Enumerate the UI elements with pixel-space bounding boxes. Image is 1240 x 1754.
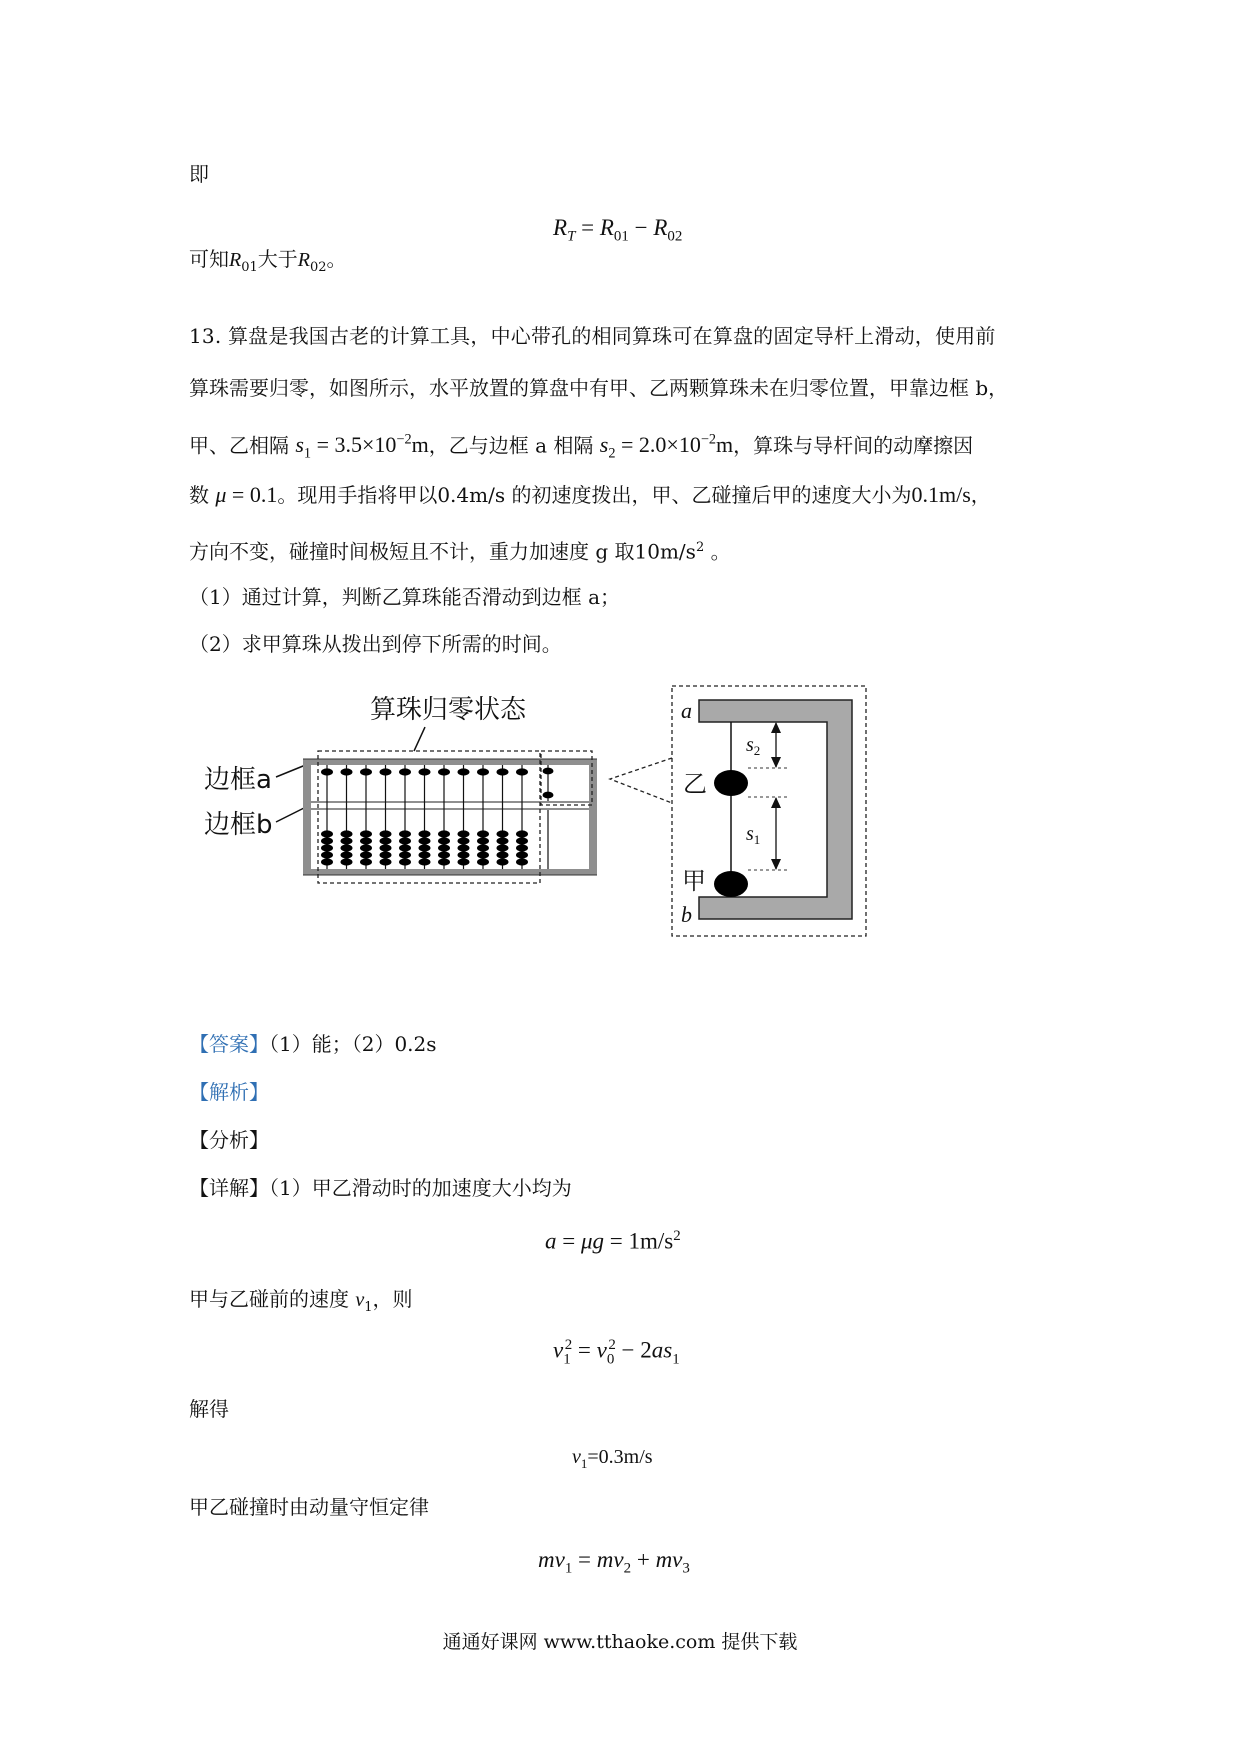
- abacus-bead: [380, 844, 392, 851]
- abacus-bead: [516, 858, 528, 865]
- abacus-bead: [321, 768, 333, 775]
- analysis-tag: 【解析】: [189, 1080, 269, 1104]
- conclusion-r01-sub: 01: [241, 260, 258, 275]
- detail-b-label: b: [681, 902, 692, 927]
- pre-collision-line: 甲与乙碰前的速度 $v_1$，则: [189, 1287, 413, 1315]
- abacus-bead: [399, 837, 411, 844]
- abacus-bead: [458, 858, 470, 865]
- abacus-bead: [341, 768, 353, 775]
- r01-sub: 01: [613, 228, 629, 245]
- detail-text: （1）甲乙滑动时的加速度大小均为: [269, 1176, 572, 1200]
- abacus-bead: [438, 830, 450, 837]
- bead-jia: [714, 871, 748, 897]
- then-text: ，则: [372, 1287, 413, 1311]
- frame-a-label: 边框a: [204, 765, 272, 795]
- abacus-bead: [399, 830, 411, 837]
- abacus-bead: [399, 858, 411, 865]
- abacus-bead: [477, 851, 489, 858]
- abacus-figure: [0, 680, 1240, 980]
- problem-line-3: 甲、乙相隔 $s_1 = 3.5\times 10^{-2}m$，乙与边框 a 相隔 $s_2 = 2.0\times 10^{-2}m$，算珠与导杆间的动摩擦因: [189, 432, 974, 462]
- abacus-bead: [458, 844, 470, 851]
- abacus-bead: [341, 844, 353, 851]
- conclusion-r01: R: [229, 249, 242, 271]
- abacus-bead: [477, 768, 489, 775]
- s2-arrow-bottom: [771, 757, 781, 768]
- abacus-bead: [543, 792, 554, 799]
- abacus-bead: [477, 830, 489, 837]
- abacus-bead: [419, 851, 431, 858]
- abacus-bead: [438, 858, 450, 865]
- solve-label: 解得: [189, 1397, 229, 1421]
- s2-arrow-top: [771, 722, 781, 733]
- callout-pointer: [610, 758, 672, 803]
- r01-symbol: R: [599, 215, 614, 240]
- r02-symbol: R: [653, 215, 668, 240]
- abacus-bead: [419, 768, 431, 775]
- abacus-bead: [516, 851, 528, 858]
- abacus-bead: [321, 837, 333, 844]
- equation-rt: $R_T = R_{01} - R_{02}$: [553, 215, 683, 245]
- abacus-bead: [341, 837, 353, 844]
- abacus-bead: [399, 844, 411, 851]
- s1-value: 3.5×10: [334, 432, 397, 458]
- bead-yi: [714, 770, 748, 796]
- s2-sub: 2: [753, 743, 761, 758]
- v1-result: =0.3m/s: [587, 1446, 653, 1468]
- abacus-bead: [360, 858, 372, 865]
- abacus-bead: [380, 768, 392, 775]
- frame-b-label: 边框b: [204, 810, 273, 840]
- abacus-bead: [341, 830, 353, 837]
- problem-line-1: 13. 算盘是我国古老的计算工具，中心带孔的相同算珠可在算盘的固定导杆上滑动，使用前: [189, 324, 996, 348]
- l4-prefix: 数: [189, 483, 209, 507]
- abacus-bead: [341, 851, 353, 858]
- abacus-bead: [399, 851, 411, 858]
- detail-a-label: a: [681, 698, 692, 723]
- l5-sup: 2: [695, 540, 705, 555]
- abacus-bead: [516, 830, 528, 837]
- abacus-bead: [360, 844, 372, 851]
- equation-v1: $v_1=0.3m/s$: [572, 1446, 653, 1471]
- l4-mid: 。现用手指将甲以0.4m/s 的初速度拨出，甲、乙碰撞后甲的速度大小为: [277, 483, 912, 507]
- s1-arrow-top: [771, 797, 781, 808]
- abacus-bead: [497, 858, 509, 865]
- abacus-bead: [419, 858, 431, 865]
- conclusion-r02-sub: 02: [309, 260, 327, 275]
- abacus-bead: [399, 768, 411, 775]
- abacus-bead: [497, 768, 509, 775]
- conclusion-prefix: 可知: [189, 247, 229, 271]
- abacus-bead: [477, 858, 489, 865]
- problem-line-4: 数 μ = 0.1。现用手指将甲以0.4m/s 的初速度拨出，甲、乙碰撞后甲的速度大小为0.1m/s，: [189, 482, 991, 507]
- abacus-bead: [458, 837, 470, 844]
- rt-sub: T: [567, 228, 576, 245]
- s2-value: 2.0×10: [638, 432, 701, 458]
- abacus-bead: [419, 830, 431, 837]
- abacus-bead: [419, 844, 431, 851]
- detail-line: [189, 1174, 572, 1202]
- abacus-bead: [321, 830, 333, 837]
- l3-prefix: 甲、乙相隔: [189, 433, 289, 458]
- mu-value: 0.1: [249, 482, 278, 507]
- abacus-bead: [380, 858, 392, 865]
- abacus-bead: [438, 768, 450, 775]
- abacus-bead: [516, 844, 528, 851]
- abacus-bead: [477, 844, 489, 851]
- zero-label-leader: [414, 727, 425, 751]
- conclusion-r02: R: [297, 249, 310, 271]
- abacus-bead: [438, 851, 450, 858]
- abacus-bead: [321, 851, 333, 858]
- abacus-bead: [497, 837, 509, 844]
- abacus-bead: [380, 830, 392, 837]
- yi-label: 乙: [683, 770, 707, 798]
- eq1-sup: 2: [673, 1228, 681, 1244]
- answer-text: （1）能；（2）0.2s: [269, 1032, 437, 1056]
- abacus-bead: [360, 830, 372, 837]
- text-ji: 即: [189, 162, 209, 186]
- abacus-bead: [360, 768, 372, 775]
- answer-tag: 【答案】: [189, 1032, 269, 1056]
- l5-text: 方向不变，碰撞时间极短且不计，重力加速度 g 取10m/s: [189, 539, 696, 564]
- s1-exp: −2: [396, 432, 412, 448]
- abacus-bead: [497, 830, 509, 837]
- equation-kinematics: $v_1^2 = v_0^2 - 2as_1$: [553, 1337, 680, 1368]
- abacus-bead: [380, 837, 392, 844]
- abacus-bead: [360, 851, 372, 858]
- s2-exp: −2: [700, 432, 717, 448]
- l4-suffix: ，: [970, 483, 991, 507]
- footer-credit: 通通好课网 www.tthaoke.com 提供下载: [442, 1631, 798, 1653]
- s1-sub: 1: [753, 832, 761, 847]
- abacus-bead: [543, 768, 554, 775]
- l3-suffix: ，算珠与导杆间的动摩擦因: [733, 433, 974, 458]
- abacus-bead: [321, 844, 333, 851]
- jia-label: 甲: [682, 867, 706, 895]
- abacus-bead: [321, 858, 333, 865]
- problem-line-2: 算珠需要归零，如图所示，水平放置的算盘中有甲、乙两颗算珠未在归零位置，甲靠边框 b，: [189, 376, 1009, 400]
- abacus-bead: [477, 837, 489, 844]
- question-1: （1）通过计算，判断乙算珠能否滑动到边框 a；: [189, 585, 621, 609]
- s1-arrow-bottom: [771, 859, 781, 870]
- abacus-bead: [458, 830, 470, 837]
- abacus-bead: [438, 844, 450, 851]
- problem-line-5: [189, 534, 731, 566]
- eq1-value: 1m/s: [628, 1228, 674, 1254]
- conclusion-mid: 大于: [257, 247, 298, 271]
- abacus-bead: [380, 851, 392, 858]
- v-after-value: 0.1m/s: [911, 482, 971, 507]
- momentum-line: 甲乙碰撞时由动量守恒定律: [189, 1495, 429, 1519]
- equation-momentum: $mv_1 = mv_2 + mv_3$: [538, 1547, 690, 1577]
- zero-state-label: 算珠归零状态: [370, 695, 527, 725]
- s2-label: [746, 734, 760, 758]
- s1-sym: s: [746, 823, 754, 845]
- conclusion-line: [189, 245, 347, 282]
- equation-accel: $a = \mu g = 1m/s^2$: [545, 1228, 681, 1254]
- abacus-bead: [419, 837, 431, 844]
- s2-sym: s: [746, 734, 754, 756]
- question-2: （2）求甲算珠从拨出到停下所需的时间。: [189, 632, 562, 656]
- l5-end: 。: [704, 539, 731, 564]
- abacus-bead: [458, 851, 470, 858]
- rt-symbol: R: [553, 215, 568, 240]
- answer-line: [189, 1030, 437, 1058]
- abacus-bead: [438, 837, 450, 844]
- pre-collision-text: 甲与乙碰前的速度: [189, 1287, 349, 1311]
- r02-sub: 02: [667, 228, 683, 245]
- abacus-bead: [516, 837, 528, 844]
- abacus-bead: [516, 768, 528, 775]
- l3-mid: ，乙与边框 a 相隔: [428, 433, 594, 458]
- abacus-bead: [497, 844, 509, 851]
- s1-label: [746, 823, 760, 847]
- abacus-bead: [341, 858, 353, 865]
- abacus-bead: [458, 768, 470, 775]
- conclusion-end: 。: [326, 247, 347, 271]
- abacus-bead: [360, 837, 372, 844]
- detail-tag: 【详解】: [189, 1176, 269, 1200]
- abacus-bead: [497, 851, 509, 858]
- fenxi-tag: 【分析】: [189, 1128, 269, 1152]
